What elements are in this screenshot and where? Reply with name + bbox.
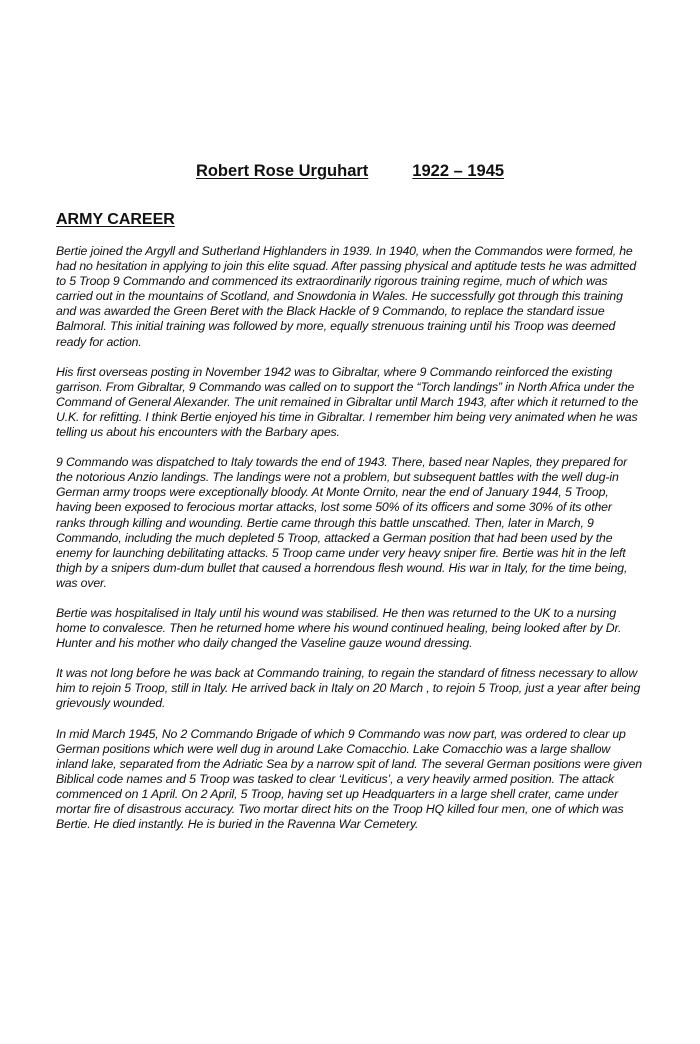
title-name: Robert Rose Urguhart xyxy=(195,162,369,180)
document-title xyxy=(0,162,700,181)
paragraph-return: It was not long before he was back at Commando training, to regain the standard of fitness necessary to allow him to rejoin 5 Troop, still in Italy. He arrived back in Italy on 20 March , to rejoin 5 Troop, just a year after being grievously wounded. xyxy=(56,666,641,711)
paragraph-italy: 9 Commando was dispatched to Italy towards the end of 1943. There, based near Naples, they prepared for the notorious Anzio landings. The landings were not a problem, but subsequent battles with the well dug-in German army troops were exceptionally bloody. At Monte Ornito, near the end of January 1944, 5 Troop, having been exposed to ferocious mortar attacks, lost some 50% of its officers and some 30% of its other ranks through killing and wounding. Bertie came through this battle unscathed. Then, later in March, 9 Commando, including the much depleted 5 Troop, attacked a German position that had been used by the enemy for launching debilitating attacks. 5 Troop came under very heavy sniper fire. Bertie was hit in the left thigh by a snipers dum-dum bullet that caused a horrendous flesh wound. His war in Italy, for the time being, was over. xyxy=(56,455,628,590)
title-years: 1922 – 1945 xyxy=(412,162,505,180)
paragraph-enlistment: Bertie joined the Argyll and Sutherland Highlanders in 1939. In 1940, when the Commandos were formed, he had no hesitation in applying to join this elite squad. After passing physical and aptitude tests he was admitted to 5 Troop 9 Commando and commenced its extraordinarily rigorous training regime, much of which was carried out in the mountains of Scotland, and Snowdonia in Wales. He successfully got through this training and was awarded the Green Beret with the Black Hackle of 9 Commando, to replace the standard issue Balmoral. This initial training was followed by more, equally strenuous training until his Troop was deemed ready for action. xyxy=(56,244,637,349)
paragraph-gibraltar: His first overseas posting in November 1942 was to Gibraltar, where 9 Commando reinforced the existing garrison. From Gibraltar, 9 Commando was called on to support the “Torch landings” in North Africa under the Command of General Alexander. The unit remained in Gibraltar until March 1943, after which it returned to the U.K. for refitting. I think Bertie enjoyed his time in Gibraltar. I remember him being very animated when he was telling us about his encounters with the Barbary apes. xyxy=(56,364,639,440)
paragraph-comacchio: In mid March 1945, No 2 Commando Brigade of which 9 Commando was now part, was ordered to clear up German positions which were well dug in around Lake Comacchio. Lake Comacchio was a large shallow inland lake, separated from the Adriatic Sea by a narrow spit of land. The several German positions were given Biblical code names and 5 Troop was tasked to clear ‘Leviticus’, a very heavily armed position. The attack commenced on 1 April. On 2 April, 5 Troop, having set up Headquarters in a large shell crater, came under mortar fire of disastrous accuracy. Two mortar direct hits on the Troop HQ killed four men, one of which was Bertie. He died instantly. He is buried in the Ravenna War Cemetery. xyxy=(56,726,642,832)
section-heading: ARMY CAREER xyxy=(56,211,175,228)
paragraph-hospital: Bertie was hospitalised in Italy until his wound was stabilised. He then was returned to the UK to a nursing home to convalesce. Then he returned home where his wound continued healing, being looked after by Dr. Hunter and his mother who daily changed the Vaseline gauze wound dressing. xyxy=(56,605,622,651)
body-text xyxy=(56,244,644,847)
